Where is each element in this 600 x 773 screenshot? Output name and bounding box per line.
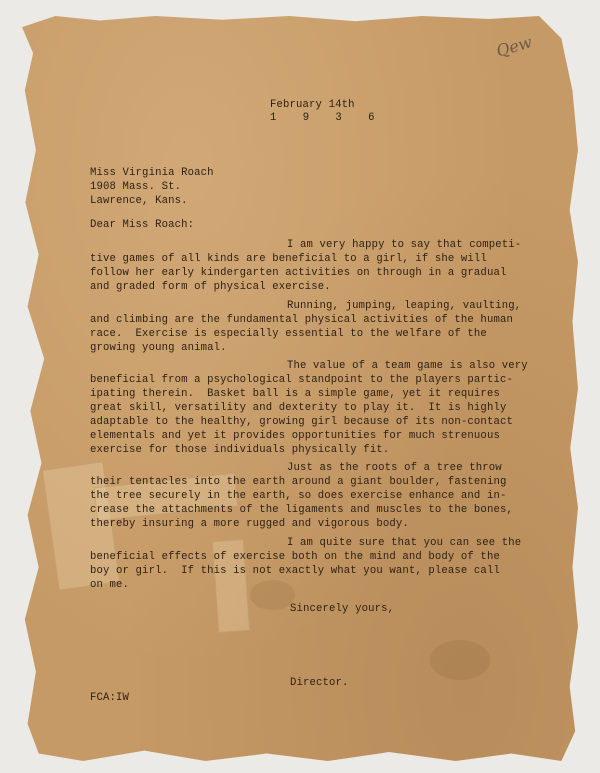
paper-stain <box>250 580 295 610</box>
body-line: thereby insuring a more rugged and vigorous body. <box>90 518 409 530</box>
recipient-name: Miss Virginia Roach <box>90 167 214 179</box>
body-line: I am very happy to say that competi- <box>287 239 522 251</box>
body-line: Just as the roots of a tree throw <box>287 462 502 474</box>
body-line: ipating therein. Basket ball is a simple game, yet it requires <box>90 388 500 400</box>
salutation: Dear Miss Roach: <box>90 219 195 231</box>
body-line: Running, jumping, leaping, vaulting, <box>287 300 522 312</box>
body-line: The value of a team game is also very <box>287 360 528 372</box>
date-line-month: February 14th <box>270 99 355 111</box>
body-line: race. Exercise is especially essential to the welfare of the <box>90 328 487 340</box>
handwritten-note: Qew <box>494 32 535 61</box>
recipient-street: 1908 Mass. St. <box>90 181 182 193</box>
body-line: on me. <box>90 579 130 591</box>
body-line: crease the attachments of the ligaments and muscles to the bones, <box>90 504 513 516</box>
body-line: boy or girl. If this is not exactly what you want, please call <box>90 565 500 577</box>
body-line: elementals and yet it provides opportunities for much strenuous <box>90 430 500 442</box>
body-line: great skill, versatility and dexterity to play it. It is highly <box>90 402 507 414</box>
body-line: their tentacles into the earth around a giant boulder, fastening <box>90 476 507 488</box>
body-line: beneficial effects of exercise both on the mind and body of the <box>90 551 500 563</box>
body-line: and graded form of physical exercise. <box>90 281 331 293</box>
body-line: beneficial from a psychological standpoint to the players partic- <box>90 374 513 386</box>
body-line: follow her early kindergarten activities on through in a gradual <box>90 267 507 279</box>
reference-initials: FCA:IW <box>90 692 130 704</box>
body-line: tive games of all kinds are beneficial to a girl, if she will <box>90 253 487 265</box>
body-line: exercise for those individuals physically fit. <box>90 444 390 456</box>
closing: Sincerely yours, <box>290 603 395 615</box>
body-line: the tree securely in the earth, so does exercise enhance and in- <box>90 490 507 502</box>
paper-stain <box>430 640 490 680</box>
body-line: I am quite sure that you can see the <box>287 537 522 549</box>
body-line: and climbing are the fundamental physical activities of the human <box>90 314 513 326</box>
date-line-year: 1 9 3 6 <box>270 112 385 124</box>
signature-title: Director. <box>290 677 349 689</box>
body-line: growing young animal. <box>90 342 227 354</box>
recipient-city: Lawrence, Kans. <box>90 195 188 207</box>
body-line: adaptable to the healthy, growing girl because of its non-contact <box>90 416 513 428</box>
